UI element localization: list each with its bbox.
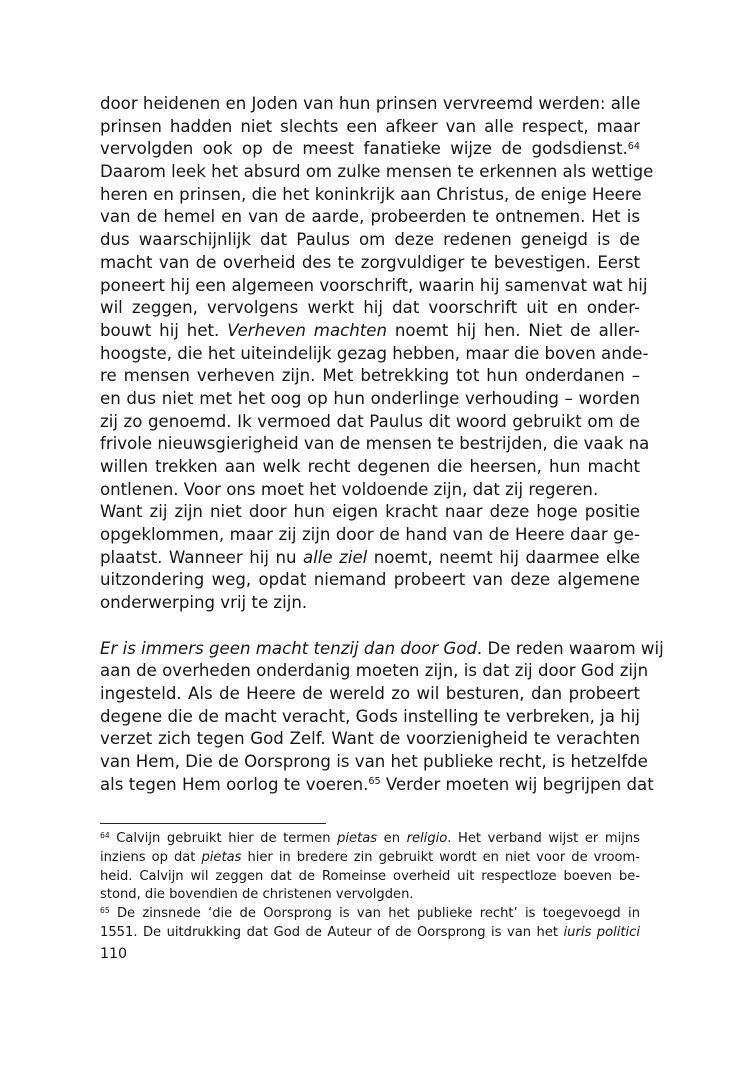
- text-line: opgeklommen, maar zij zijn door de hand van de Heere daar ge-: [100, 525, 640, 545]
- text-fragment: . De reden waarom wij: [476, 638, 664, 658]
- text-line: willen trekken aan welk recht degenen die heersen, hun macht: [100, 457, 640, 476]
- footnote-line: [100, 924, 640, 943]
- text-line: wil zeggen, vervolgens werkt hij dat voorschrift uit en onder-: [100, 298, 640, 318]
- text-line: [100, 547, 640, 570]
- text-line: [100, 138, 640, 161]
- italic-phrase: pietas: [337, 831, 378, 846]
- text-line: prinsen hadden niet slechts een afkeer van alle respect, maar: [100, 116, 640, 136]
- italic-phrase: Verheven machten: [227, 320, 387, 340]
- text-fragment: inziens op dat: [100, 849, 202, 865]
- footnote-line: stond, die bovendien de christenen vervolgden.: [100, 887, 414, 903]
- footnote-number: 65: [100, 906, 110, 916]
- text-line: zij zo genoemd. Ik vermoed dat Paulus dit woord gebruikt om de: [100, 411, 640, 431]
- text-line: van de hemel en van de aarde, probeerden te ontnemen. Het is: [100, 207, 640, 227]
- text-line: Daarom leek het absurd om zulke mensen te erkennen als wettige: [100, 162, 654, 182]
- italic-phrase: religio: [406, 831, 448, 846]
- footnote-ref-65[interactable]: 65: [368, 776, 381, 788]
- text-line: van Hem, Die de Oorsprong is van het publieke recht, is hetzelfde: [100, 751, 648, 771]
- main-text: [100, 93, 664, 796]
- text-line: en dus niet met het oog op hun onderlinge verhouding – worden: [100, 388, 640, 408]
- italic-phrase: iuris politici: [563, 924, 640, 940]
- text-line: uitzondering weg, opdat niemand probeert van deze algemene: [100, 570, 640, 590]
- text-fragment: Calvijn gebruikt hier de termen: [109, 831, 338, 846]
- text-fragment: noemt, neemt hij daarmee elke: [367, 547, 640, 567]
- text-line: dus waarschijnlijk dat Paulus om deze redenen geneigd is de: [100, 230, 640, 250]
- text-line: [100, 638, 664, 661]
- text-fragment: Verder moeten wij begrijpen dat: [380, 774, 654, 794]
- text-line: [100, 320, 640, 343]
- text-line: verzet zich tegen God Zelf. Want de voorzienigheid te verachten: [100, 729, 640, 749]
- text-fragment: als tegen Hem oorlog te voeren.: [100, 774, 369, 794]
- footnote-line: [100, 830, 640, 849]
- text-line: Want zij zijn niet door hun eigen kracht naar deze hoge positie: [100, 502, 640, 522]
- text-line: door heidenen en Joden van hun prinsen vervreemd werden: alle: [100, 94, 641, 113]
- text-fragment: en: [377, 831, 407, 846]
- footnote-line: [100, 849, 640, 868]
- text-line: degene die de macht veracht, Gods instelling te verbreken, ja hij: [100, 706, 640, 726]
- footnote-line: [100, 905, 640, 924]
- text-line: ingesteld. Als de Heere de wereld zo wil besturen, dan probeert: [100, 683, 640, 703]
- text-line: hoogste, die het uiteindelijk gezag hebben, maar die boven ande-: [100, 343, 649, 363]
- footnote-divider: [100, 823, 326, 824]
- text-fragment: plaatst. Wanneer hij nu: [100, 547, 304, 567]
- paragraph-gap: [100, 615, 640, 638]
- italic-phrase: Er is immers geen macht tenzij dan door God: [100, 638, 477, 658]
- text-line: onderwerping vrij te zijn.: [100, 593, 308, 613]
- page-number: 110: [100, 946, 128, 962]
- italic-phrase: pietas: [201, 849, 242, 865]
- text-line: macht van de overheid des te zorgvuldiger te bevestigen. Eerst: [100, 252, 640, 272]
- text-fragment: 1551. De uitdrukking dat God de Auteur of de Oorsprong is van het: [100, 924, 564, 940]
- text-line: [100, 774, 654, 797]
- text-fragment: . Het verband wijst er mijns: [447, 831, 640, 846]
- italic-phrase: alle ziel: [303, 547, 368, 567]
- text-line: re mensen verheven zijn. Met betrekking tot hun onderdanen –: [100, 366, 640, 386]
- footnote-ref-64[interactable]: 64: [627, 141, 640, 153]
- text-line: frivole nieuwsgierigheid van de mensen te bestrijden, die vaak na: [100, 434, 650, 454]
- footnotes: [100, 830, 640, 943]
- text-line: heren en prinsen, die het koninkrijk aan Christus, de enige Heere: [100, 184, 642, 204]
- text-fragment: vervolgden ook op de meest fanatieke wijze de godsdienst.: [100, 139, 628, 159]
- text-fragment: hier in bredere zin gebruikt wordt en niet voor de vroom-: [241, 849, 640, 865]
- text-fragment: bouwt hij het.: [100, 320, 228, 340]
- text-line: poneert hij een algemeen voorschrift, waarin hij samenvat wat hij: [100, 275, 648, 295]
- text-fragment: noemt hij hen. Niet de aller-: [387, 320, 640, 340]
- text-line: aan de overheden onderdanig moeten zijn, is dat zij door God zijn: [100, 661, 649, 681]
- footnote-line: heid. Calvijn wil zeggen dat de Romeinse overheid uit respectloze boeven be-: [100, 868, 640, 884]
- footnote-number: 64: [100, 830, 110, 840]
- text-line: ontlenen. Voor ons moet het voldoende zijn, dat zij regeren.: [100, 479, 599, 499]
- text-fragment: De zinsnede ‘die de Oorsprong is van het publieke recht’ is toegevoegd in: [109, 906, 640, 922]
